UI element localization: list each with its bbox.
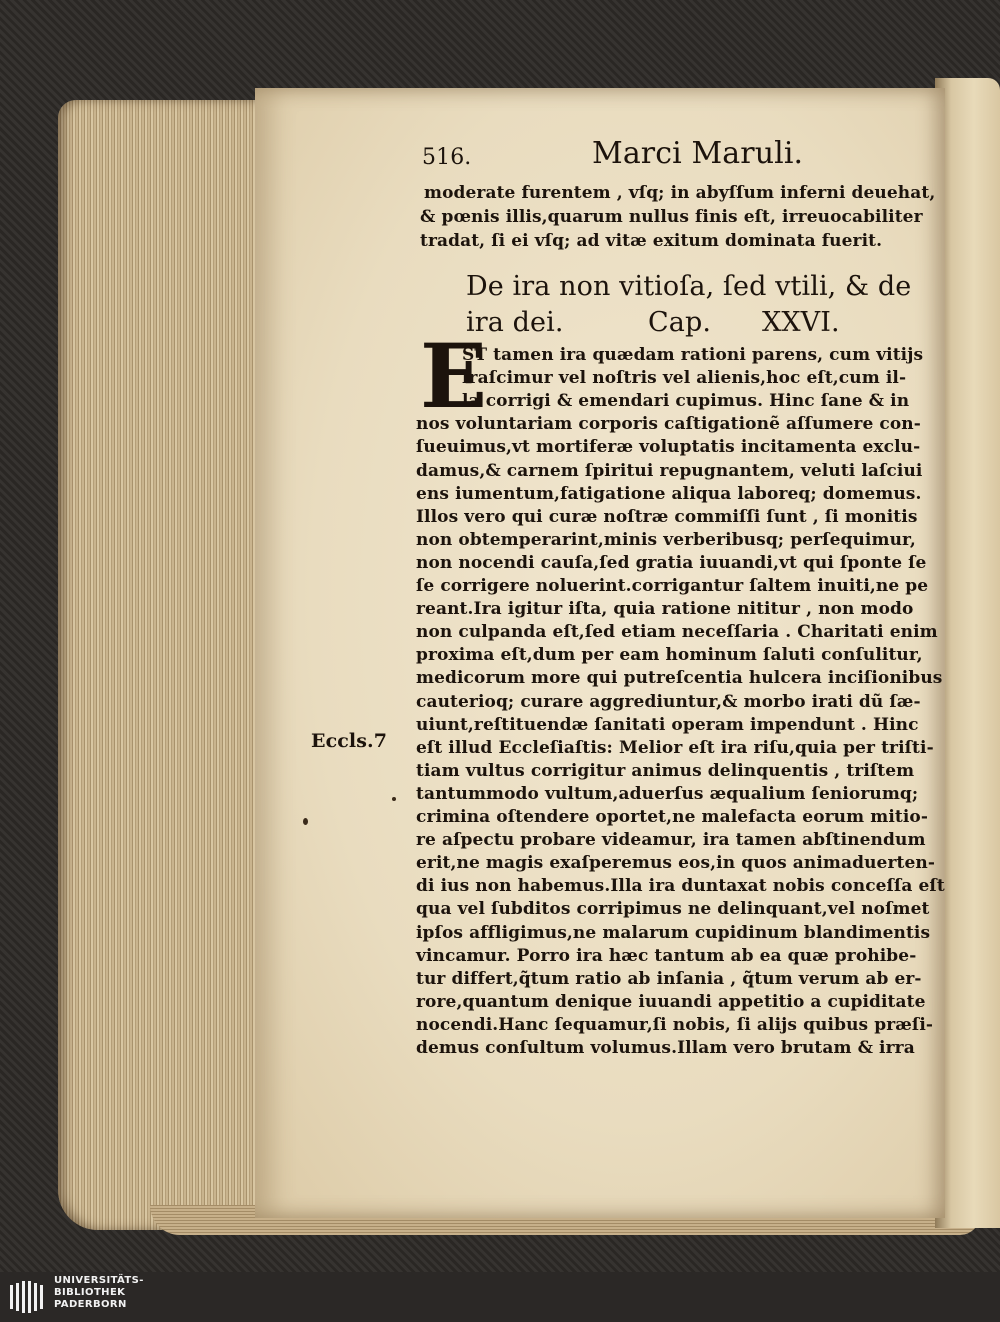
body-text-line: iraſcimur vel noſtris vel alienis,hoc eſt,cum il- bbox=[462, 368, 907, 389]
body-text-line: proxima eſt,dum per eam hominum ſaluti conſulitur, bbox=[416, 645, 923, 666]
page-header bbox=[422, 134, 922, 174]
body-text-line: tur differt,q̃tum ratio ab inſania , q̃tum verum ab er- bbox=[416, 968, 922, 989]
logo-line: BIBLIOTHEK bbox=[54, 1287, 126, 1298]
body-text-line: ens iumentum,fatigatione aliqua laboreq; domemus. bbox=[416, 483, 922, 504]
margin-note: Eccls.7 bbox=[311, 730, 388, 752]
library-logo-text bbox=[54, 1275, 144, 1311]
body-text-line: rore,quantum denique iuuandi appetitio a cupiditate bbox=[416, 991, 926, 1012]
chapter-title-word: ira dei. bbox=[466, 307, 564, 338]
text-line: moderate furentem , vſq; in abyſſum inferni deuehat, bbox=[424, 183, 936, 203]
chapter-number: XXVI. bbox=[762, 307, 840, 338]
body-text-line: non obtemperarint,minis verberibusq; perſequimur, bbox=[416, 529, 916, 550]
chapter-title-line-1: De ira non vitioſa, ſed vtili, & de bbox=[466, 271, 912, 302]
body-text-line: uiunt,reſtituendæ ſanitati operam impendunt . Hinc bbox=[416, 714, 919, 735]
body-text-line: cauterioq; curare aggrediuntur,& morbo irati dũ ſæ- bbox=[416, 691, 921, 712]
body-text-line: tantummodo vultum,aduerſus æqualium ſeniorumq; bbox=[416, 783, 919, 804]
text-line: & pœnis illis,quarum nullus finis eſt, irreuocabiliter bbox=[420, 207, 923, 227]
body-text-line: erit,ne magis exaſperemus eos,in quos animaduerten- bbox=[416, 853, 936, 874]
body-text-line: medicorum more qui putreſcentia hulcera inciſionibus bbox=[416, 668, 943, 689]
body-text-line: crimina oſtendere oportet,ne malefacta eorum mitio- bbox=[416, 807, 929, 827]
logo-line: PADERBORN bbox=[54, 1299, 127, 1310]
ink-speck bbox=[303, 818, 308, 825]
body-text-line: nos voluntariam corporis caſtigationẽ aſſumere con- bbox=[416, 414, 921, 435]
body-text-line: ST tamen ira quædam rationi parens, cum vitijs bbox=[462, 345, 924, 365]
body-text-line: demus conſultum volumus.Illam vero brutam & irra bbox=[416, 1038, 915, 1058]
ink-speck bbox=[392, 797, 396, 801]
body-text-line: non nocendi cauſa,ſed gratia iuuandi,vt qui ſponte ſe bbox=[416, 552, 927, 573]
page-edges-left bbox=[58, 100, 263, 1230]
body-text-line: re aſpectu probare videamur, ira tamen abſtinendum bbox=[416, 830, 926, 851]
body-text-line: ſueuimus,vt mortiferæ voluptatis incitamenta exclu- bbox=[416, 437, 921, 458]
body-text-line: vincamur. Porro ira hæc tantum ab ea quæ prohibe- bbox=[416, 945, 917, 966]
body-text-line: damus,& carnem ſpiritui repugnantem, veluti laſciui bbox=[416, 460, 923, 481]
body-text-line: ſe corrigere noluerint.corrigantur ſaltem inuiti,ne pe bbox=[416, 576, 929, 596]
body-text-line: nocendi.Hanc ſequamur,ſi nobis, ſi alijs quibus præſi- bbox=[416, 1014, 934, 1035]
body-text-line: eſt illud Eccleſiaſtis: Melior eſt ira riſu,quia per triſti- bbox=[416, 737, 934, 758]
page-number: 516. bbox=[422, 145, 472, 170]
body-text-line: reant.Ira igitur iſta, quia ratione nititur , non modo bbox=[416, 599, 914, 620]
drop-cap: E bbox=[420, 324, 488, 428]
library-footer bbox=[0, 1272, 1000, 1322]
body-text-line: non culpanda eſt,ſed etiam neceſſaria . Charitati enim bbox=[416, 622, 938, 643]
library-logo-icon bbox=[10, 1279, 48, 1315]
body-text-line: ipſos affligimus,ne malarum cupidinum blandimentis bbox=[416, 922, 931, 943]
text-line: tradat, ſi ei vſq; ad vitæ exitum dominata fuerit. bbox=[420, 231, 883, 251]
body-text-line: qua vel ſubditos corripimus ne delinquant,vel noſmet bbox=[416, 899, 930, 920]
logo-line: UNIVERSITÄTS- bbox=[54, 1275, 144, 1286]
body-text-line: tiam vultus corrigitur animus delinquentis , triſtem bbox=[416, 760, 915, 781]
chapter-label: Cap. bbox=[648, 307, 712, 338]
body-text-line: la corrigi & emendari cupimus. Hinc ſane & in bbox=[462, 391, 910, 412]
body-text-line: Illos vero qui curæ noſtræ commiſſi ſunt , ſi monitis bbox=[416, 506, 918, 527]
body-text-line: di ius non habemus.Illa ira duntaxat nobis conceſſa eſt bbox=[416, 876, 945, 897]
running-title: Marci Maruli. bbox=[592, 136, 804, 171]
